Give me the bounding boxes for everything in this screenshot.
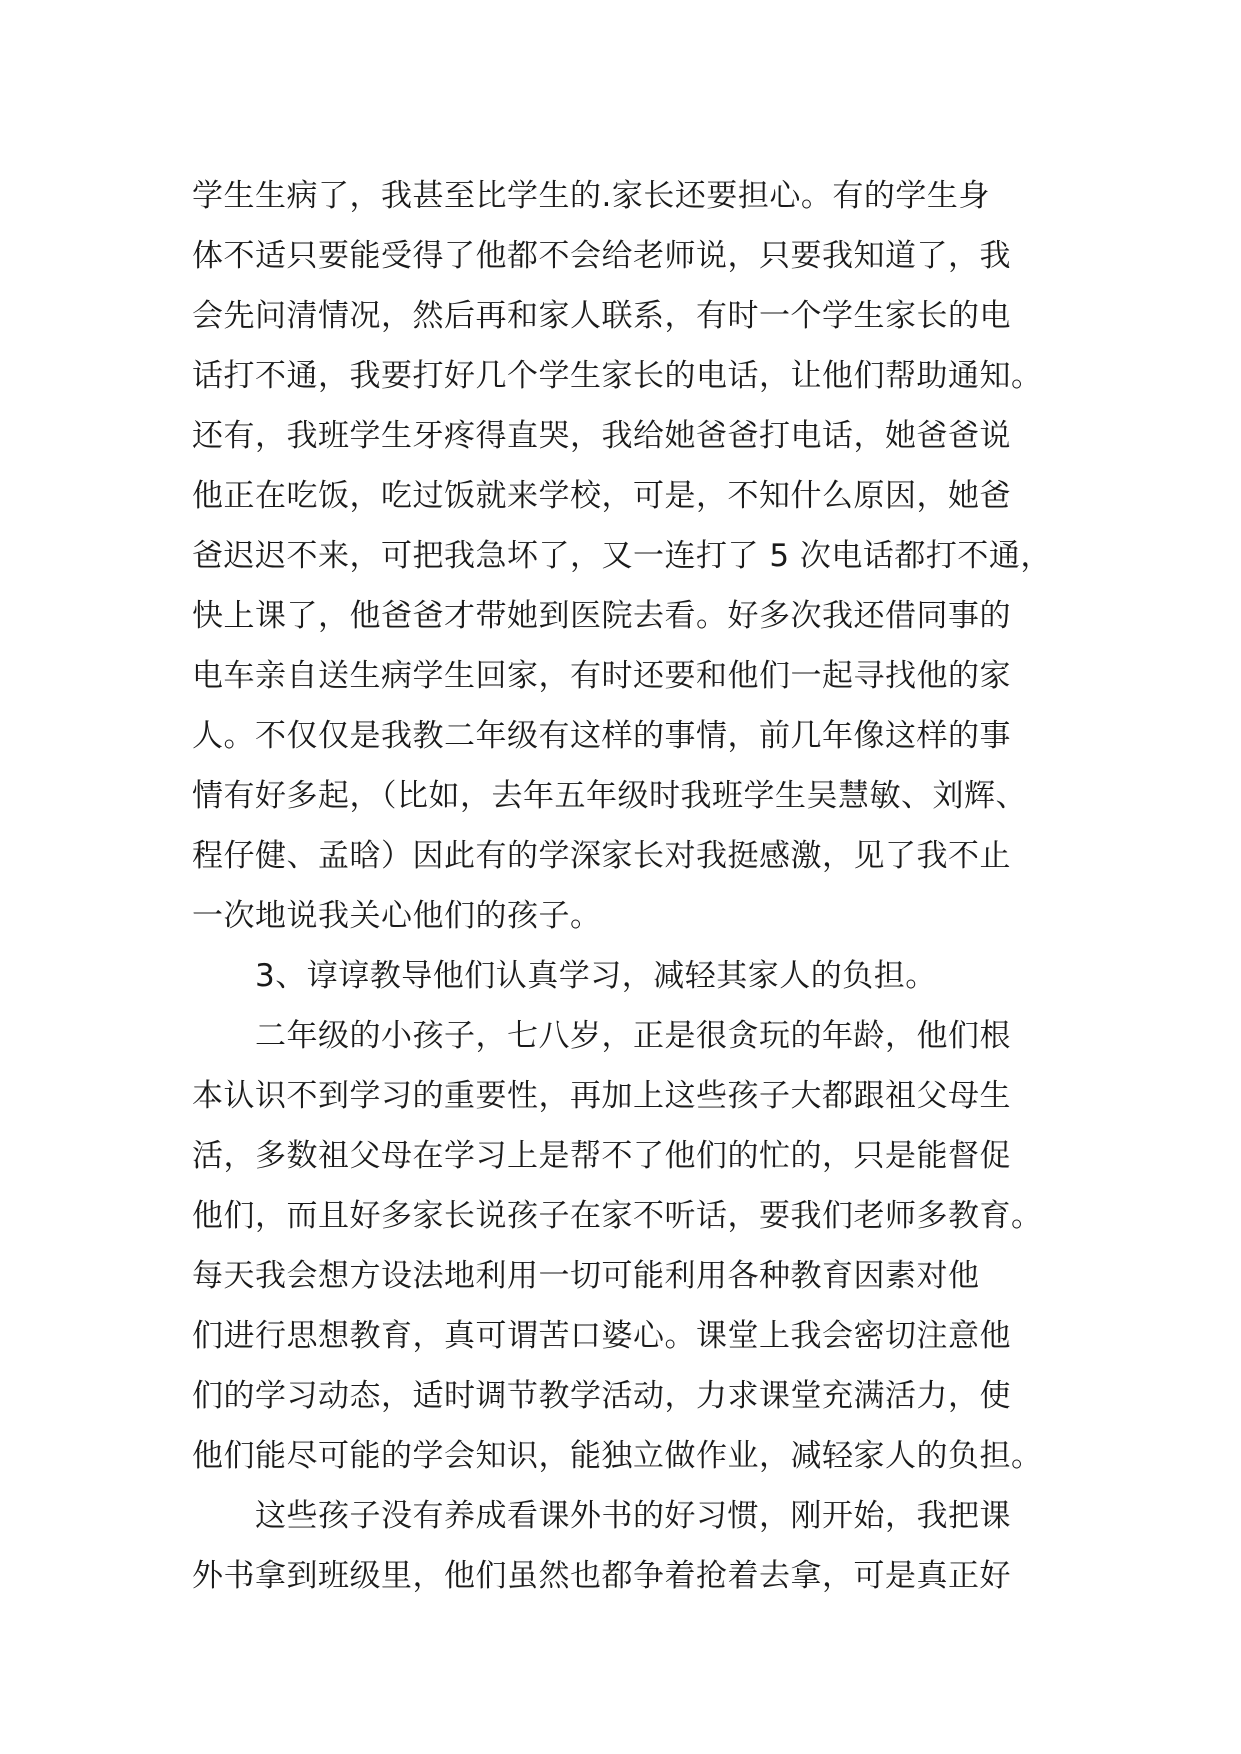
text-line: 们的学习动态，适时调节教学活动，力求课堂充满活力，使 <box>192 1378 1011 1414</box>
text-line: 还有，我班学生牙疼得直哭，我给她爸爸打电话，她爸爸说 <box>192 418 1011 454</box>
text-line: 话打不通，我要打好几个学生家长的电话，让他们帮助通知。 <box>192 358 1043 394</box>
text-line: 活，多数祖父母在学习上是帮不了他们的忙的，只是能督促 <box>192 1138 1011 1174</box>
text-line: 本认识不到学习的重要性，再加上这些孩子大都跟祖父母生 <box>192 1078 1011 1114</box>
text-line: 电车亲自送生病学生回家，有时还要和他们一起寻找他的家 <box>192 658 1011 694</box>
text-line: 人。不仅仅是我教二年级有这样的事情，前几年像这样的事 <box>192 718 1011 754</box>
document-body <box>192 166 1072 1606</box>
text-line: 他正在吃饭，吃过饭就来学校，可是，不知什么原因，她爸 <box>192 478 1011 514</box>
text-line: 快上课了，他爸爸才带她到医院去看。好多次我还借同事的 <box>192 598 1011 634</box>
text-line: 一次地说我关心他们的孩子。 <box>192 898 602 934</box>
text-line: 情有好多起，（比如，去年五年级时我班学生吴慧敏、刘辉、 <box>192 778 1027 814</box>
paragraph-start: 二年级的小孩子，七八岁，正是很贪玩的年龄，他们根 <box>192 1018 1011 1054</box>
text-line: 学生生病了，我甚至比学生的.家长还要担心。有的学生身 <box>192 178 990 214</box>
text-line: 他们能尽可能的学会知识，能独立做作业，减轻家人的负担。 <box>192 1438 1043 1474</box>
text-line: 体不适只要能受得了他都不会给老师说，只要我知道了，我 <box>192 238 1011 274</box>
text-line: 们进行思想教育，真可谓苦口婆心。课堂上我会密切注意他 <box>192 1318 1011 1354</box>
text-line: 他们，而且好多家长说孩子在家不听话，要我们老师多教育。 <box>192 1198 1043 1234</box>
text-line: 每天我会想方设法地利用一切可能利用各种教育因素对他 <box>192 1258 980 1294</box>
text-line: 爸迟迟不来，可把我急坏了，又一连打了 5 次电话都打不通， <box>192 538 1052 574</box>
paragraph-start: 这些孩子没有养成看课外书的好习惯，刚开始，我把课 <box>192 1498 1011 1534</box>
text-line: 程仔健、孟晗）因此有的学深家长对我挺感激，见了我不止 <box>192 838 1011 874</box>
text-line: 会先问清情况，然后再和家人联系，有时一个学生家长的电 <box>192 298 1011 334</box>
section-heading: 3、谆谆教导他们认真学习，减轻其家人的负担。 <box>192 958 937 994</box>
text-line: 外书拿到班级里，他们虽然也都争着抢着去拿，可是真正好 <box>192 1558 1011 1594</box>
